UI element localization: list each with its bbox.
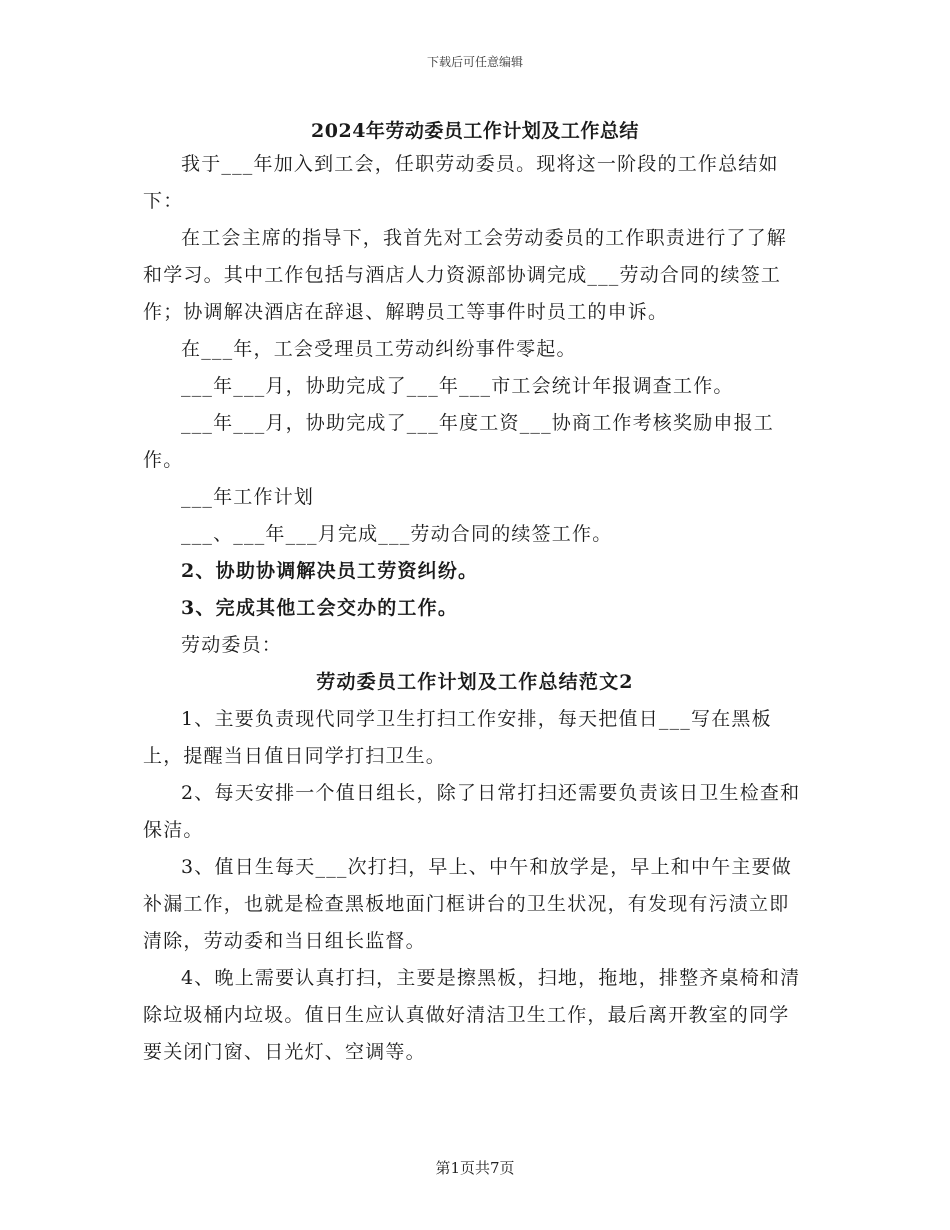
document-body [143, 146, 807, 1071]
paragraph: 2、每天安排一个值日组长，除了日常打扫还需要负责该日卫生检查和保洁。 [143, 782, 801, 841]
section-title: 劳动委员工作计划及工作总结范文2 [316, 671, 634, 693]
paragraph: 在___年，工会受理员工劳动纠纷事件零起。 [181, 338, 577, 360]
plan-item-bold: 2、协助协调解决员工劳资纠纷。 [181, 560, 479, 582]
header-note: 下载后可任意编辑 [426, 55, 523, 69]
paragraph: ___年___月，协助完成了___年___市工会统计年报调查工作。 [181, 375, 734, 397]
paragraph: ___、___年___月完成___劳动合同的续签工作。 [181, 523, 613, 545]
paragraph: 1、主要负责现代同学卫生打扫工作安排，每天把值日___写在黑板上，提醒当日值日同学打扫卫生。 [143, 708, 772, 767]
document-title: 2024年劳动委员工作计划及工作总结 [311, 120, 639, 142]
signature-label: 劳动委员： [181, 634, 283, 656]
paragraph: 4、晚上需要认真打扫，主要是擦黑板，扫地，拖地，排整齐桌椅和清除垃圾桶内垃圾。值日生应认真做好清洁卫生工作，最后离开教室的同学要关闭门窗、日光灯、空调等。 [143, 967, 801, 1063]
paragraph: ___年___月，协助完成了___年度工资___协商工作考核奖励申报工作。 [143, 412, 775, 471]
paragraph: 在工会主席的指导下，我首先对工会劳动委员的工作职责进行了了解和学习。其中工作包括与酒店人力资源部协调完成___劳动合同的续签工作；协调解决酒店在辞退、解聘员工等事件时员工的申诉。 [143, 227, 788, 323]
paragraph: 我于___年加入到工会，任职劳动委员。现将这一阶段的工作总结如下： [143, 153, 779, 212]
paragraph: ___年工作计划 [181, 486, 315, 508]
paragraph: 3、值日生每天___次打扫，早上、中午和放学是，早上和中午主要做补漏工作，也就是检查黑板地面门框讲台的卫生状况，有发现有污渍立即清除，劳动委和当日组长监督。 [143, 856, 792, 952]
plan-item-bold: 3、完成其他工会交办的工作。 [181, 597, 459, 619]
page-number: 第1页共7页 [435, 1159, 515, 1177]
